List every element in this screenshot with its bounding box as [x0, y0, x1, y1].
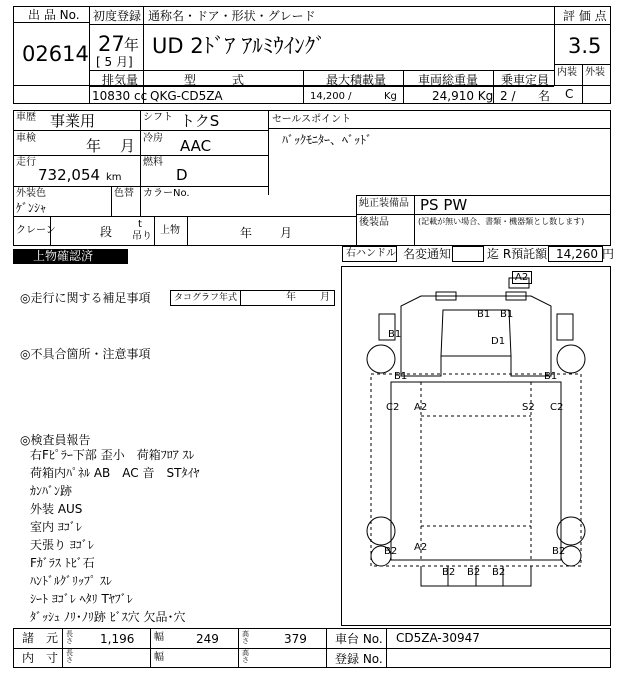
report-line: ﾊﾝﾄﾞﾙｸﾞﾘｯﾌﾟ ｽﾚ	[30, 574, 112, 588]
damage-label: B2	[442, 567, 456, 578]
crane-ton: 吊り	[132, 231, 152, 242]
exterior-label: 外装	[585, 67, 605, 78]
mileage-label: 走行	[16, 157, 36, 168]
deposit-value: 14,260	[556, 247, 598, 261]
tachograph-label: タコグラフ年式	[174, 293, 238, 303]
riders-unit: 名	[538, 89, 551, 103]
model-label: 型 式	[184, 73, 245, 87]
inner-height-label: 高さ	[242, 649, 249, 664]
name-change-box	[452, 246, 484, 262]
report-line: 天張り ﾖｺﾞﾚ	[30, 538, 94, 552]
report-line: ｼｰﾄ ﾖｺﾞﾚ ﾍﾀﾘ Tﾔﾌﾞﾚ	[30, 592, 133, 606]
fuel-value: D	[176, 166, 188, 184]
report-line: Fｶﾞﾗｽ ﾄﾋﾞ石	[30, 556, 95, 570]
sales-point-value: ﾊﾞｯｸﾓﾆﾀｰ、ﾍﾞｯﾄﾞ	[282, 133, 373, 147]
inner-width-label: 幅	[154, 652, 164, 663]
displacement-value: 10830 cc	[92, 89, 148, 103]
color-value: ｹﾞﾝｼｬ	[16, 201, 47, 215]
damage-label: S2	[522, 402, 535, 413]
car-name-label: 通称名・ドア・形状・グレード	[148, 9, 316, 23]
score-label: 評 価 点	[563, 9, 607, 23]
damage-label: B2	[552, 546, 566, 557]
inner-length-label: 長さ	[66, 649, 73, 664]
sales-point-label: セールスポイント	[272, 114, 352, 125]
length-label: 長さ	[66, 630, 73, 645]
fuel-label: 燃料	[143, 157, 163, 168]
interior-grade: C	[565, 87, 574, 101]
car-name: UD 2ﾄﾞｱ ｱﾙﾐｳｲﾝｸﾞ	[152, 34, 326, 58]
color-label: 外装色	[16, 188, 46, 199]
inspection-label: 車検	[16, 133, 36, 144]
report-line: 右Fﾋﾟﾗｰ下部 歪小 荷箱ﾌﾛｱ ｽﾚ	[30, 448, 195, 462]
color-change-label: 色替	[114, 188, 134, 199]
crane-label: クレーン	[16, 225, 56, 236]
name-change-label: 名変通知	[403, 247, 452, 261]
body-month: 月	[280, 226, 293, 240]
damage-label: B2	[492, 567, 506, 578]
damage-label: B1	[477, 309, 491, 320]
report-line: 荷箱内ﾊﾟﾈﾙ AB AC 音 STﾀｲﾔ	[30, 466, 200, 480]
report-line: 室内 ﾖｺﾞﾚ	[30, 520, 82, 534]
equip-value: PS PW	[420, 196, 468, 214]
gross-value: 24,910 Kg	[432, 89, 494, 103]
report-line: 外装 AUS	[30, 502, 83, 516]
first-reg-label: 初度登録	[93, 9, 142, 23]
length-value: 1,196	[100, 632, 135, 646]
inspector-label: ◎検査員報告	[20, 433, 91, 447]
color-no-label: カラーNo.	[143, 188, 190, 199]
height-value: 379	[284, 632, 307, 646]
inspection-month: 月	[120, 137, 136, 155]
defects-label: ◎不具合箇所・注意事項	[20, 347, 151, 361]
damage-label: B1	[500, 309, 514, 320]
crane-ton-top: t	[138, 219, 142, 230]
damage-label: B1	[394, 371, 408, 382]
damage-label: B2	[384, 546, 398, 557]
history-label: 車歴	[16, 112, 36, 123]
height-label: 高さ	[242, 630, 249, 645]
shift-value: トクS	[180, 112, 220, 130]
ac-label: 冷房	[143, 133, 163, 144]
mileage-unit: km	[106, 172, 122, 183]
score-value: 3.5	[568, 34, 602, 58]
chassis-label: 車台 No.	[335, 632, 383, 646]
damage-label: D1	[491, 336, 506, 347]
body-label: 上物	[160, 225, 180, 236]
inner-label: 内 寸	[22, 651, 59, 665]
damage-label: B2	[467, 567, 481, 578]
reg-label: 登録 No.	[335, 652, 383, 666]
aftermarket-note: (記載が無い場合、書類・機器類とし数します)	[418, 217, 585, 226]
deregistration-label: 迄 R預託額	[487, 247, 548, 261]
width-value: 249	[196, 632, 219, 646]
damage-label: A2	[414, 542, 428, 553]
report-line: ｶﾝﾊﾞﾝ跡	[30, 484, 73, 498]
tacho-month: 月	[320, 292, 330, 303]
history-value: 事業用	[50, 112, 96, 130]
inspection-year: 年	[86, 137, 102, 155]
damage-label: C2	[386, 402, 400, 413]
displacement-label: 排気量	[102, 73, 139, 87]
damage-label: B1	[388, 329, 402, 340]
damage-label: A2	[515, 272, 529, 283]
first-reg-year: 27	[98, 32, 125, 56]
driving-notes-label: ◎走行に関する補足事項	[20, 291, 151, 305]
crane-stage: 段	[100, 225, 113, 239]
damage-label: B1	[544, 371, 558, 382]
mileage-value: 732,054	[38, 166, 101, 184]
equip-label: 純正装備品	[359, 198, 409, 209]
chassis-value: CD5ZA-30947	[396, 631, 480, 645]
confirm-bar: 上物確認済	[13, 249, 128, 264]
damage-label: A2	[414, 402, 428, 413]
width-label: 幅	[154, 632, 164, 643]
capacity-unit: Kg	[384, 91, 397, 102]
aftermarket-label: 後装品	[359, 217, 389, 228]
lot-label: 出 品 No.	[28, 8, 80, 22]
shift-label: シフト	[143, 112, 173, 123]
dim-label: 諸 元	[22, 631, 59, 645]
tacho-year: 年	[286, 292, 296, 303]
gross-label: 車両総重量	[418, 73, 479, 87]
model-value: QKG-CD5ZA	[150, 89, 223, 103]
riders-value: 2 /	[500, 89, 516, 103]
damage-label: C2	[550, 402, 564, 413]
first-reg-month: [ 5 月]	[96, 55, 133, 69]
report-line: ﾀﾞｯｼｭ ﾉﾘ･ﾉﾘ跡 ﾋﾞｽ穴 欠品･穴	[30, 610, 186, 624]
year-unit: 年	[124, 36, 140, 54]
right-handle: 右ハンドル	[346, 248, 396, 259]
interior-label: 内装	[557, 67, 577, 78]
ac-value: AAC	[180, 137, 212, 155]
lot-number: 02614	[22, 42, 89, 66]
capacity-label: 最大積載量	[326, 73, 387, 87]
riders-label: 乗車定員	[501, 73, 550, 87]
deposit-unit: 円	[602, 247, 615, 261]
capacity-value: 14,200 /	[310, 91, 352, 102]
body-year: 年	[240, 226, 253, 240]
